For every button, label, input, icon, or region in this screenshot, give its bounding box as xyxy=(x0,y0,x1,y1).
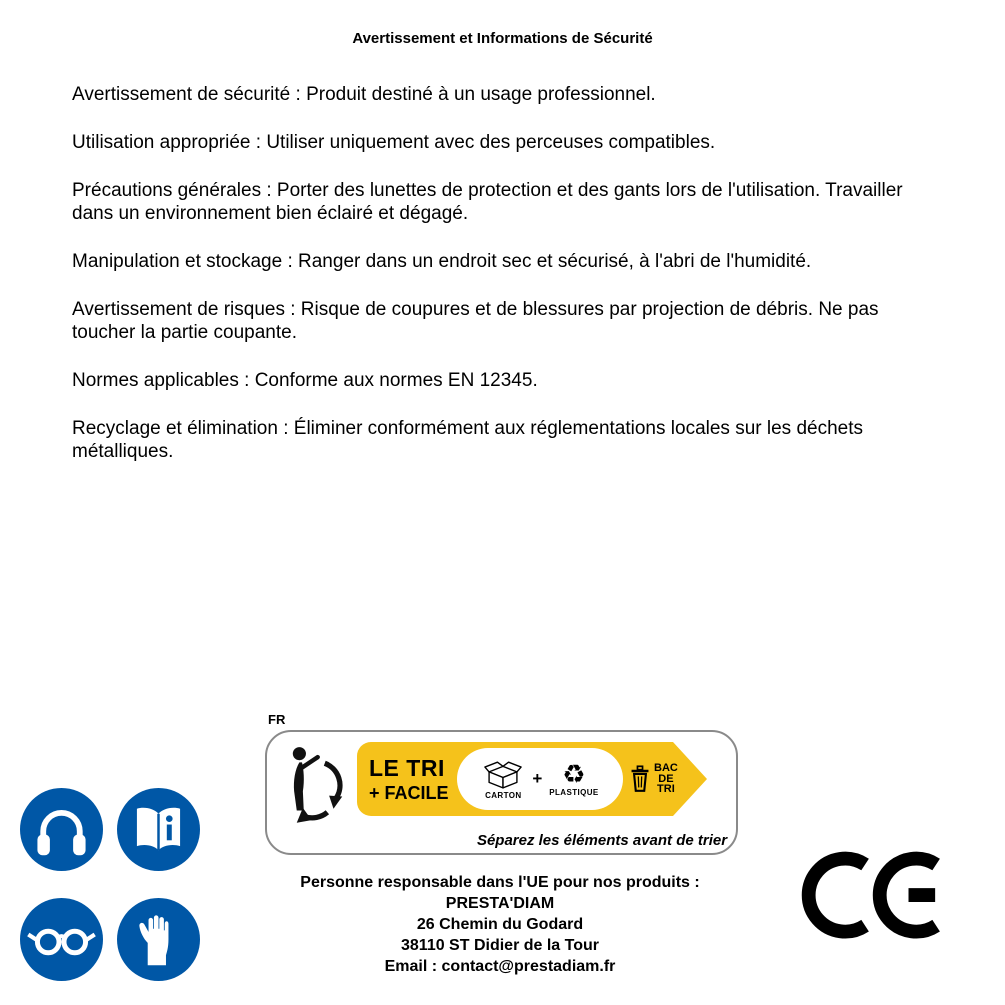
company-name: PRESTA'DIAM xyxy=(445,895,555,912)
mandatory-pictograms xyxy=(20,788,200,981)
read-manual-icon xyxy=(117,788,200,871)
eye-protection-icon xyxy=(20,898,103,981)
address-street: 26 Chemin du Godard xyxy=(416,916,584,933)
safety-paragraph-2: Utilisation appropriée : Utiliser uniquement avec des perceuses compatibles. xyxy=(72,132,716,153)
safety-paragraph-6: Normes applicables : Conforme aux normes EN 12345. xyxy=(72,370,538,391)
carton-material xyxy=(481,758,525,800)
tri-facile-banner xyxy=(357,742,707,816)
banner-title xyxy=(357,754,457,803)
plastique-material xyxy=(549,761,598,797)
bac-de-tri-label: BAC DE TRI xyxy=(654,762,678,796)
plastique-label: PLASTIQUE xyxy=(549,788,599,797)
safety-paragraph-1: Avertissement de sécurité : Produit destiné à un usage professionnel. xyxy=(72,84,656,105)
safety-paragraph-5: Avertissement de risques : Risque de coupures et de blessures par projection de débris. Ne pas toucher la partie coupante. xyxy=(72,299,879,343)
sorting-instruction: Séparez les éléments avant de trier xyxy=(476,832,728,849)
carton-label: CARTON xyxy=(485,791,522,800)
country-code-label: FR xyxy=(268,712,286,727)
protective-gloves-icon xyxy=(117,898,200,981)
contact-email: Email : contact@prestadiam.fr xyxy=(384,958,616,975)
triman-icon xyxy=(281,745,351,827)
document-title: Avertissement et Informations de Sécurité xyxy=(352,30,653,47)
responsible-person-block xyxy=(240,872,760,977)
safety-paragraph-4: Manipulation et stockage : Ranger dans un endroit sec et sécurisé, à l'abri de l'humidité. xyxy=(72,251,812,272)
materials-pill xyxy=(457,748,623,810)
ce-marking-icon xyxy=(798,850,946,950)
carton-box-icon xyxy=(481,758,525,790)
safety-paragraph-7: Recyclage et élimination : Éliminer conformément aux réglementations locales sur les déchets métalliques. xyxy=(72,418,863,462)
bac-de-tri xyxy=(629,763,678,795)
banner-title-line2: + FACILE xyxy=(369,782,449,803)
responsible-intro: Personne responsable dans l'UE pour nos produits : xyxy=(300,874,700,891)
plus-separator: + xyxy=(532,769,543,788)
sorting-info-panel xyxy=(265,730,738,855)
waste-bin-icon xyxy=(629,765,651,793)
ear-protection-icon xyxy=(20,788,103,871)
recycling-symbol-icon: ♻ xyxy=(562,759,586,789)
address-city: 38110 ST Didier de la Tour xyxy=(401,937,599,954)
banner-title-line1: LE TRI xyxy=(369,754,445,781)
safety-paragraph-3: Précautions générales : Porter des lunettes de protection et des gants lors de l'utilisation. Travailler dans un environnement bien éclairé et dégagé. xyxy=(72,180,903,224)
safety-text-block xyxy=(72,83,937,488)
